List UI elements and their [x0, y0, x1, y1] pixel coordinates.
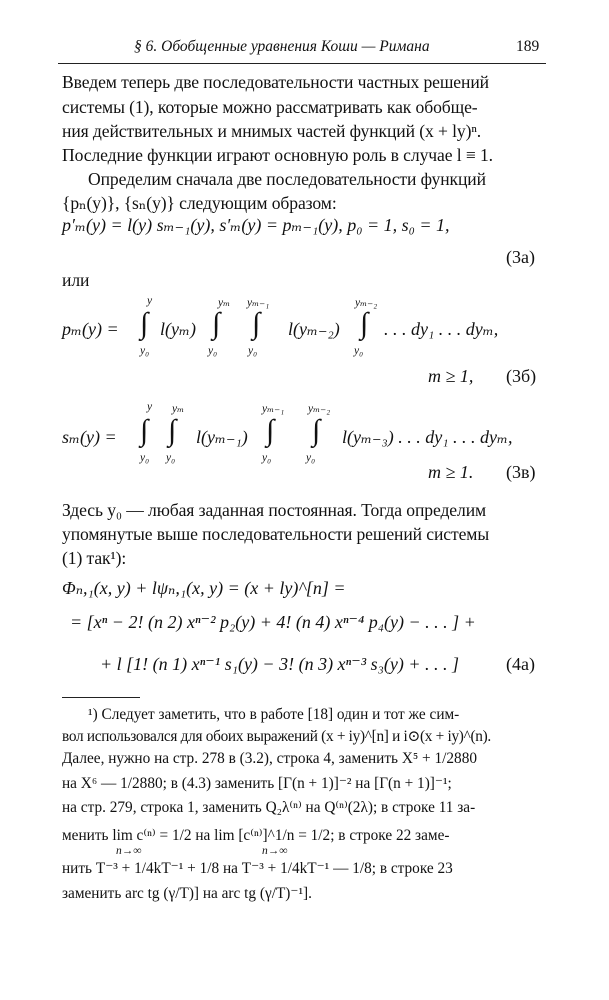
integral-sign: ∫	[140, 414, 149, 447]
equation-label: (4а)	[506, 654, 535, 674]
equation-4a-line1: Φₙ,₁(x, y) + lψₙ,₁(x, y) = (x + ly)^[n] =	[62, 578, 346, 598]
integrand: l(yₘ₋₁)	[196, 427, 248, 447]
paragraph-line: (1) так¹):	[62, 548, 127, 568]
paragraph-line: Здесь y₀ — любая заданная постоянная. Тогда определим	[62, 500, 487, 520]
limit-subscript: n→∞	[262, 845, 288, 857]
equation-3b-lhs: pₘ(y) =	[62, 319, 119, 339]
paragraph-line: Определим сначала две последовательности функций	[88, 169, 486, 189]
integral-lower-limit: y₀	[306, 452, 316, 464]
integral-sign: ∫	[140, 307, 149, 340]
footnote-line: Далее, нужно на стр. 278 в (3.2), строка 4, заменить X⁵ + 1/2880	[62, 750, 477, 767]
connector-word: или	[62, 270, 90, 290]
integral-lower-limit: y₀	[248, 345, 258, 357]
equation-label: (3в)	[506, 462, 536, 482]
paragraph-line: {pₙ(y)}, {sₙ(y)} следующим образом:	[62, 193, 337, 213]
footnote-line: вол использовался для обоих выражений (x + iy)^[n] и i⊙(x + iy)^(n).	[62, 728, 491, 745]
footnote-line: менить lim c⁽ⁿ⁾ = 1/2 на lim [c⁽ⁿ⁾]^1/n = 1/2; в строке 22 заме-	[62, 827, 450, 844]
integral-sign: ∫	[360, 307, 369, 340]
limit-subscript: n→∞	[116, 845, 142, 857]
integral-lower-limit: y₀	[140, 345, 150, 357]
footnote-line: на X⁶ — 1/2880; в (4.3) заменить [Γ(n + 1)]⁻² на [Γ(n + 1)]⁻¹;	[62, 775, 452, 792]
integral-sign: ∫	[312, 414, 321, 447]
running-title: § 6. Обобщенные уравнения Коши — Римана	[134, 38, 430, 55]
footnote-line: ¹) Следует заметить, что в работе [18] один и тот же сим-	[88, 706, 460, 723]
paragraph-line: Введем теперь две последовательности частных решений	[62, 72, 489, 92]
integral-upper-limit: yₘ₋₂	[355, 297, 378, 309]
integral-upper-limit: yₘ₋₁	[247, 297, 270, 309]
integral-sign: ∫	[252, 307, 261, 340]
footnote-line: нить T⁻³ + 1/4kT⁻¹ + 1/8 на T⁻³ + 1/4kT⁻¹ — 1/8; в строке 23	[62, 860, 453, 877]
paragraph-line: Последние функции играют основную роль в случае l ≡ 1.	[62, 145, 493, 165]
integral-upper-limit: yₘ₋₁	[262, 403, 285, 415]
footnote-line: на стр. 279, строка 1, заменить Q₂λ⁽ⁿ⁾ на Q⁽ⁿ⁾(2λ); в строке 11 за-	[62, 799, 476, 816]
equation-3c-lhs: sₘ(y) =	[62, 427, 117, 447]
integrand-tail: . . . dy₁ . . . dyₘ,	[384, 319, 499, 339]
equation-3a: p′ₘ(y) = l(y) sₘ₋₁(y), s′ₘ(y) = pₘ₋₁(y), p₀ = 1, s₀ = 1,	[62, 215, 450, 235]
equation-4a-line3: + l [1! (n 1) xⁿ⁻¹ s₁(y) − 3! (n 3) xⁿ⁻³ s₃(y) + . . . ]	[100, 654, 460, 674]
equation-condition: m ≥ 1.	[428, 462, 474, 482]
header-rule	[58, 63, 546, 64]
equation-condition: m ≥ 1,	[428, 366, 474, 386]
paragraph-line: системы (1), которые можно рассматривать как обобще-	[62, 97, 478, 117]
integral-lower-limit: y₀	[262, 452, 272, 464]
equation-4a-line2: = [xⁿ − 2! (n 2) xⁿ⁻² p₂(y) + 4! (n 4) xⁿ⁻⁴ p₄(y) − . . . ] +	[70, 612, 476, 632]
footnote-line: заменить arc tg (γ/T)] на arc tg (γ/T)⁻¹].	[62, 885, 312, 902]
footnote-rule	[62, 697, 140, 698]
integrand: l(yₘ)	[160, 319, 197, 339]
integral-sign: ∫	[266, 414, 275, 447]
integral-sign: ∫	[168, 414, 177, 447]
integral-lower-limit: y₀	[140, 452, 150, 464]
equation-label: (3б)	[506, 366, 537, 386]
integrand: l(yₘ₋₂)	[288, 319, 340, 339]
paragraph-line: ния действительных и мнимых частей функций (x + ly)ⁿ.	[62, 121, 482, 141]
integral-lower-limit: y₀	[166, 452, 176, 464]
integral-sign: ∫	[212, 307, 221, 340]
integral-lower-limit: y₀	[208, 345, 218, 357]
integral-upper-limit: y	[147, 295, 153, 307]
paragraph-line: упомянутые выше последовательности решений системы	[62, 524, 490, 544]
equation-label: (3а)	[506, 247, 535, 267]
integrand-tail: l(yₘ₋₃) . . . dy₁ . . . dyₘ,	[342, 427, 513, 447]
integral-upper-limit: y	[147, 401, 153, 413]
integral-upper-limit: yₘ	[218, 297, 231, 309]
integral-lower-limit: y₀	[354, 345, 364, 357]
integral-upper-limit: yₘ₋₂	[308, 403, 331, 415]
page-number: 189	[516, 38, 540, 55]
integral-upper-limit: yₘ	[172, 403, 185, 415]
